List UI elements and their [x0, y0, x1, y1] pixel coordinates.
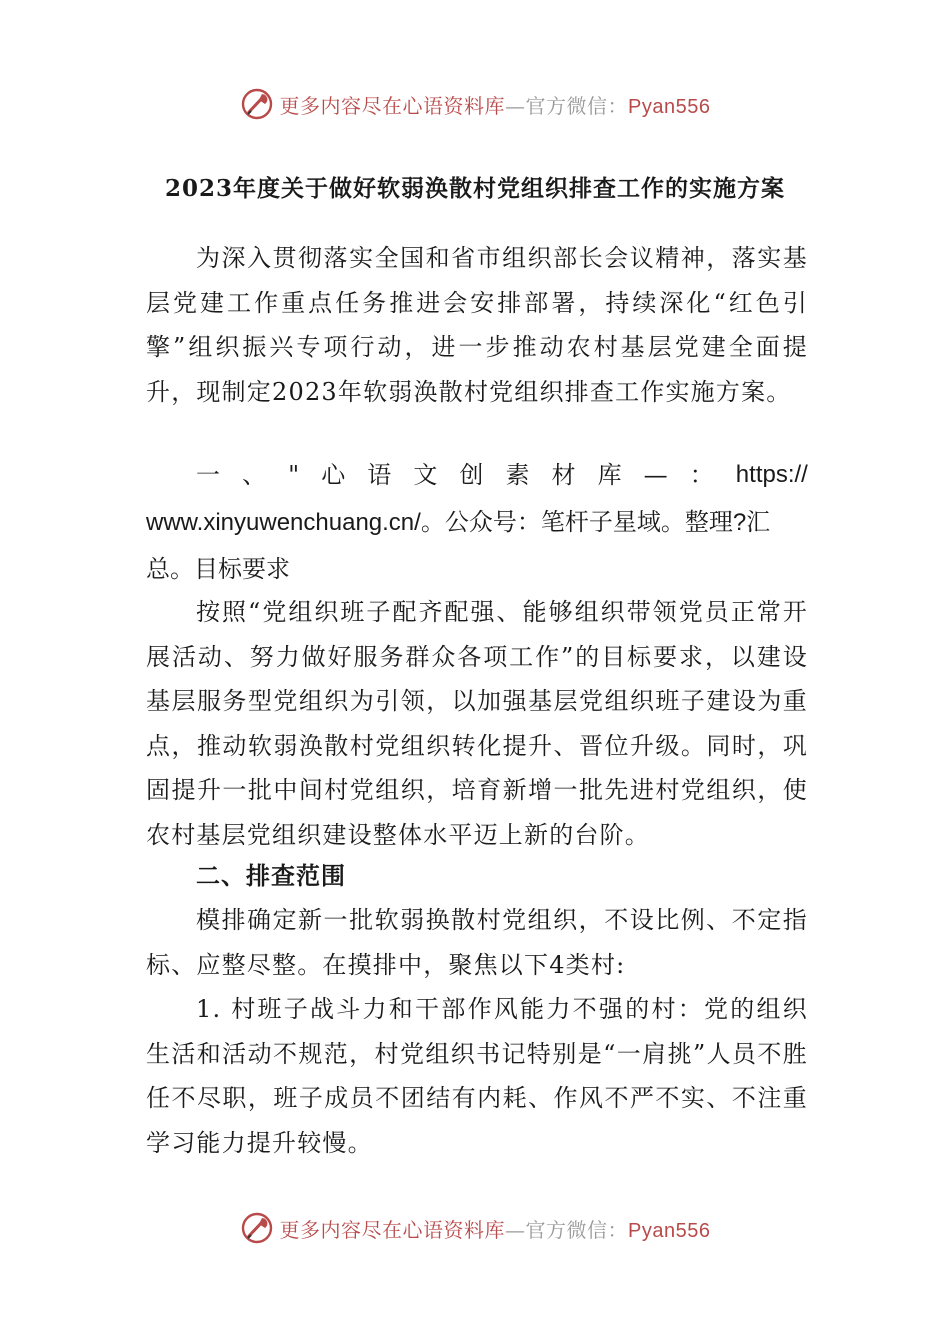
section1-heading-char: 文 — [413, 461, 438, 489]
item1-paragraph: 1. 村班子战斗力和干部作风能力不强的村：党的组织生活和活动不规范，村党组织书记特别是“一肩挑”人员不胜任不尽职，班子成员不团结有内耗、作风不严不实、不注重学习能力提升较慢。 — [146, 995, 808, 1157]
document-title: 2023年度关于做好软弱涣散村党组织排查工作的实施方案 — [164, 175, 785, 202]
section2-body-paragraph: 模排确定新一批软弱换散村党组织，不设比例、不定指标、应整尽整。在摸排中，聚焦以下4类村: — [146, 906, 808, 979]
section2-heading: 二、排查范围 — [196, 861, 346, 890]
section1-heading-char: ： — [689, 461, 714, 489]
section1-heading-line1 — [146, 452, 808, 498]
section1-heading-char: — — [643, 461, 668, 489]
watermark-header — [0, 84, 950, 124]
section1-heading-line2: www.xinyuwenchuang.cn/。公众号：笔杆子星域。整理?汇 — [146, 509, 771, 536]
intro-block — [146, 236, 808, 414]
quill-seal-icon — [240, 87, 274, 121]
watermark-footer — [0, 1208, 950, 1248]
quill-seal-icon — [240, 1211, 274, 1245]
watermark-dash: — — [505, 1217, 526, 1242]
watermark-text — [280, 1214, 711, 1243]
watermark-wechat-label: 官方微信： — [525, 1217, 629, 1242]
section1-block — [146, 452, 808, 592]
section1-heading-char: 一 — [196, 461, 220, 489]
watermark-text — [280, 90, 711, 119]
watermark-brand: 更多内容尽在心语资料库 — [279, 93, 506, 118]
watermark-wechat-id: Pyan556 — [628, 95, 711, 118]
section1-heading-line3: 总。目标要求 — [146, 555, 290, 583]
section1-heading-char: 语 — [367, 461, 392, 489]
intro-paragraph: 为深入贯彻落实全国和省市组织部长会议精神，落实基层党建工作重点任务推进会安排部署，持续深化“红色引擎”组织振兴专项行动，进一步推动农村基层党建全面提升，现制定2023年软弱涣散村党组织排查工作实施方案。 — [146, 244, 808, 406]
watermark-dash: — — [505, 93, 526, 118]
watermark-wechat-label: 官方微信： — [525, 93, 629, 118]
section1-heading-char: 材 — [551, 461, 576, 489]
section1-heading-char: 、 — [242, 461, 267, 489]
section1-heading-char: 素 — [505, 461, 530, 489]
watermark-brand: 更多内容尽在心语资料库 — [279, 1217, 506, 1242]
section1-heading-char: 心 — [321, 461, 346, 489]
section1-heading-char: 创 — [459, 461, 484, 489]
section1-heading-char: " — [288, 461, 300, 489]
section1-body-block — [146, 590, 808, 857]
section1-heading-char: 库 — [597, 461, 622, 489]
section1-heading-char: https:// — [735, 461, 808, 488]
section2-block — [146, 854, 808, 1165]
watermark-wechat-id: Pyan556 — [628, 1219, 711, 1242]
section1-body-paragraph: 按照“党组织班子配齐配强、能够组织带领党员正常开展活动、努力做好服务群众各项工作”的目标要求，以建设基层服务型党组织为引领，以加强基层党组织班子建设为重点，推动软弱涣散村党组织转化提升、晋位升级。同时，巩固提升一批中间村党组织，培育新增一批先进村党组织，使农村基层党组织建设整体水平迈上新的台阶。 — [146, 598, 808, 849]
